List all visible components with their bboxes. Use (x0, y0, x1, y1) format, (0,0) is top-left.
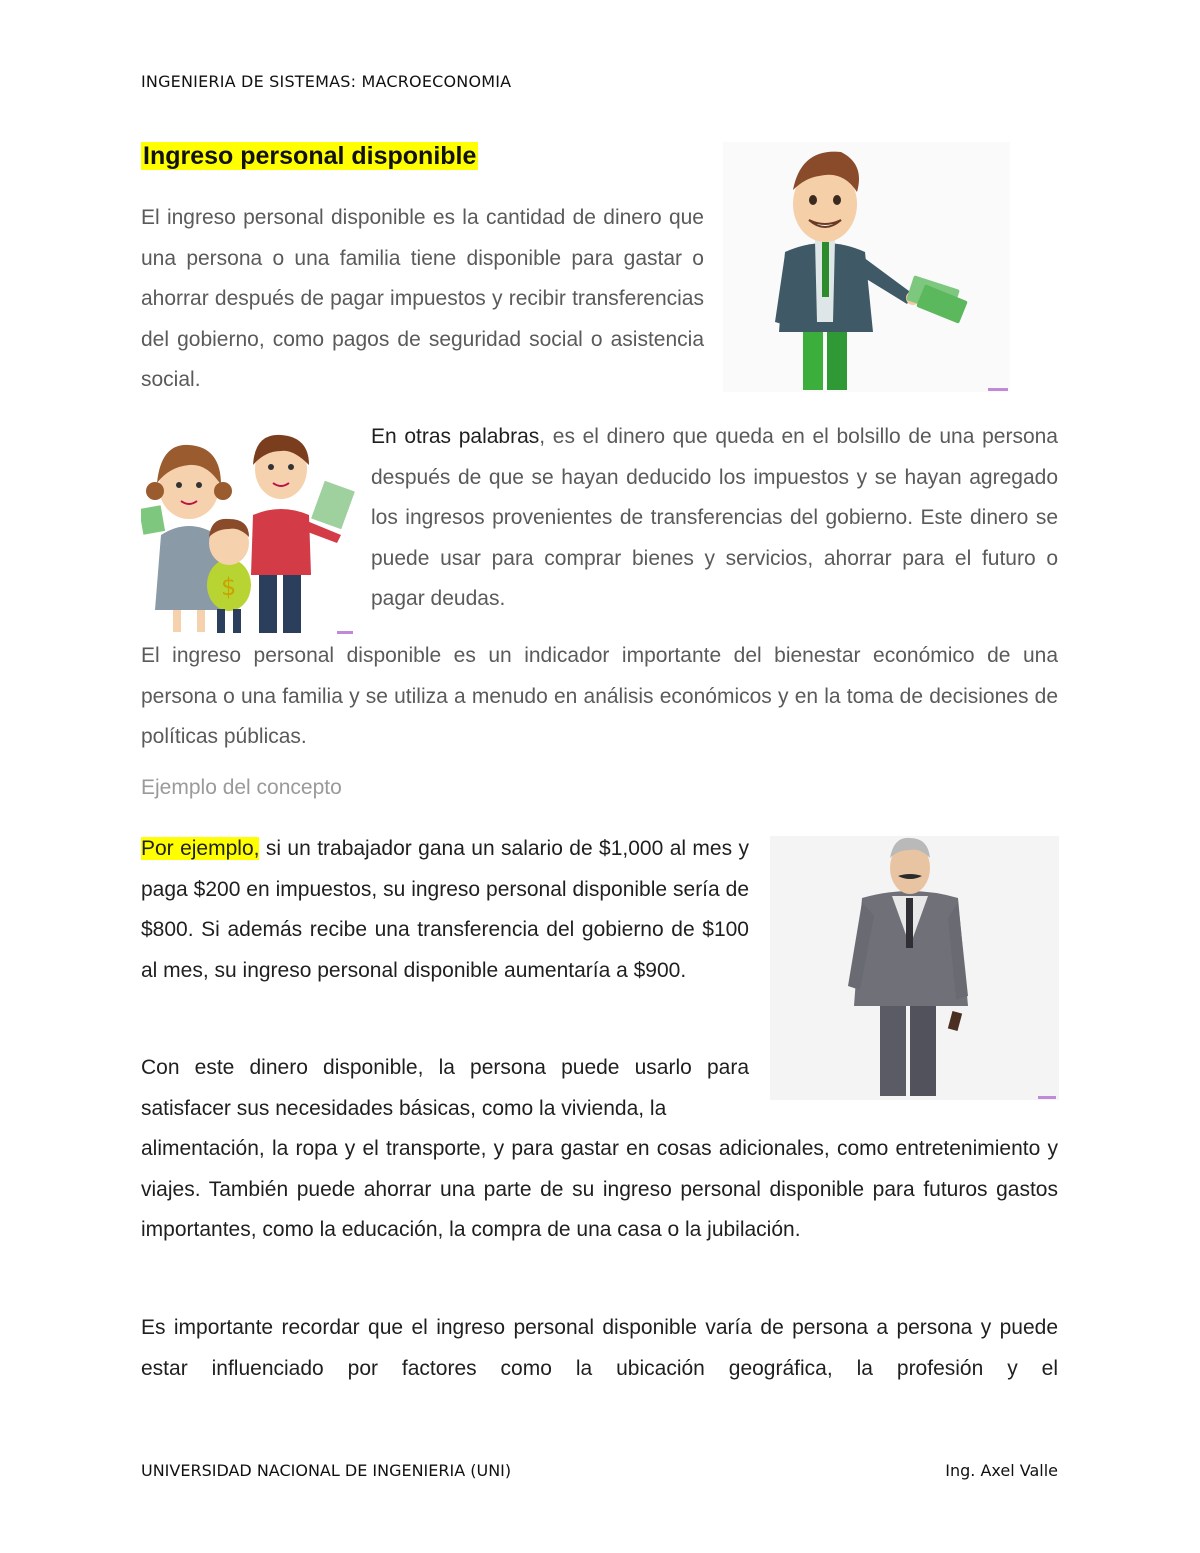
paragraph-indicador: El ingreso personal disponible es un indicador importante del bienestar económico de una persona o una familia y se utiliza a menudo en análisis económicos y en la toma de decisiones de políticas públicas. (141, 644, 1058, 749)
por-ejemplo-highlight: Por ejemplo, (141, 837, 260, 860)
otras-palabras-lead: En otras palabras (371, 425, 540, 448)
paragraph-definition: El ingreso personal disponible es la cantidad de dinero que una persona o una familia tiene disponible para gastar o ahorrar después de pagar impuestos y recibir transferencias del gobierno, como pagos de seguridad social o asistencia social. (141, 206, 704, 392)
otras-palabras-rest: , es el dinero que queda en el bolsillo de una persona después de que se hayan deducido los impuestos y se hayan agregado los ingresos provenientes de transferencias del gobierno. Este dinero se puede usar para comprar bienes y servicios, ahorrar para el futuro o pagar deudas. (371, 425, 1058, 611)
footer-author: Ing. Axel Valle (945, 1461, 1058, 1480)
subheading-ejemplo: Ejemplo del concepto (141, 776, 342, 799)
ejemplo-rest: si un trabajador gana un salario de $1,000 al mes y paga $200 en impuestos, su ingreso personal disponible sería de $800. Si además recibe una transferencia del gobierno de $100 al mes, su ingreso personal disponible aumentaría a $900. (141, 837, 750, 982)
paragraph-otras-palabras (371, 417, 1058, 620)
footer-university: UNIVERSIDAD NACIONAL DE INGENIERIA (UNI) (141, 1461, 512, 1480)
older-man-in-suit-illustration (770, 836, 1059, 1100)
paragraph-con-este-dinero-a: Con este dinero disponible, la persona puede usarlo para satisfacer sus necesidades básicas, como la vivienda, la (141, 1056, 749, 1120)
title-highlight: Ingreso personal disponible (143, 142, 477, 170)
family-with-money-illustration (141, 425, 355, 635)
page-header: INGENIERIA DE SISTEMAS: MACROECONOMIA (141, 72, 512, 91)
page-title (141, 142, 478, 171)
paragraph-es-importante: Es importante recordar que el ingreso personal disponible varía de persona a persona y puede estar influenciado por factores como la ubicación geográfica, la profesión y el (141, 1316, 1058, 1380)
paragraph-con-este-dinero-b: alimentación, la ropa y el transporte, y para gastar en cosas adicionales, como entretenimiento y viajes. También puede ahorrar una parte de su ingreso personal disponible para futuros gastos importantes, como la educación, la compra de una casa o la jubilación. (141, 1137, 1058, 1242)
svg-text:$: $ (221, 573, 237, 601)
paragraph-ejemplo (141, 829, 749, 991)
businessman-with-money-illustration (723, 142, 1010, 392)
